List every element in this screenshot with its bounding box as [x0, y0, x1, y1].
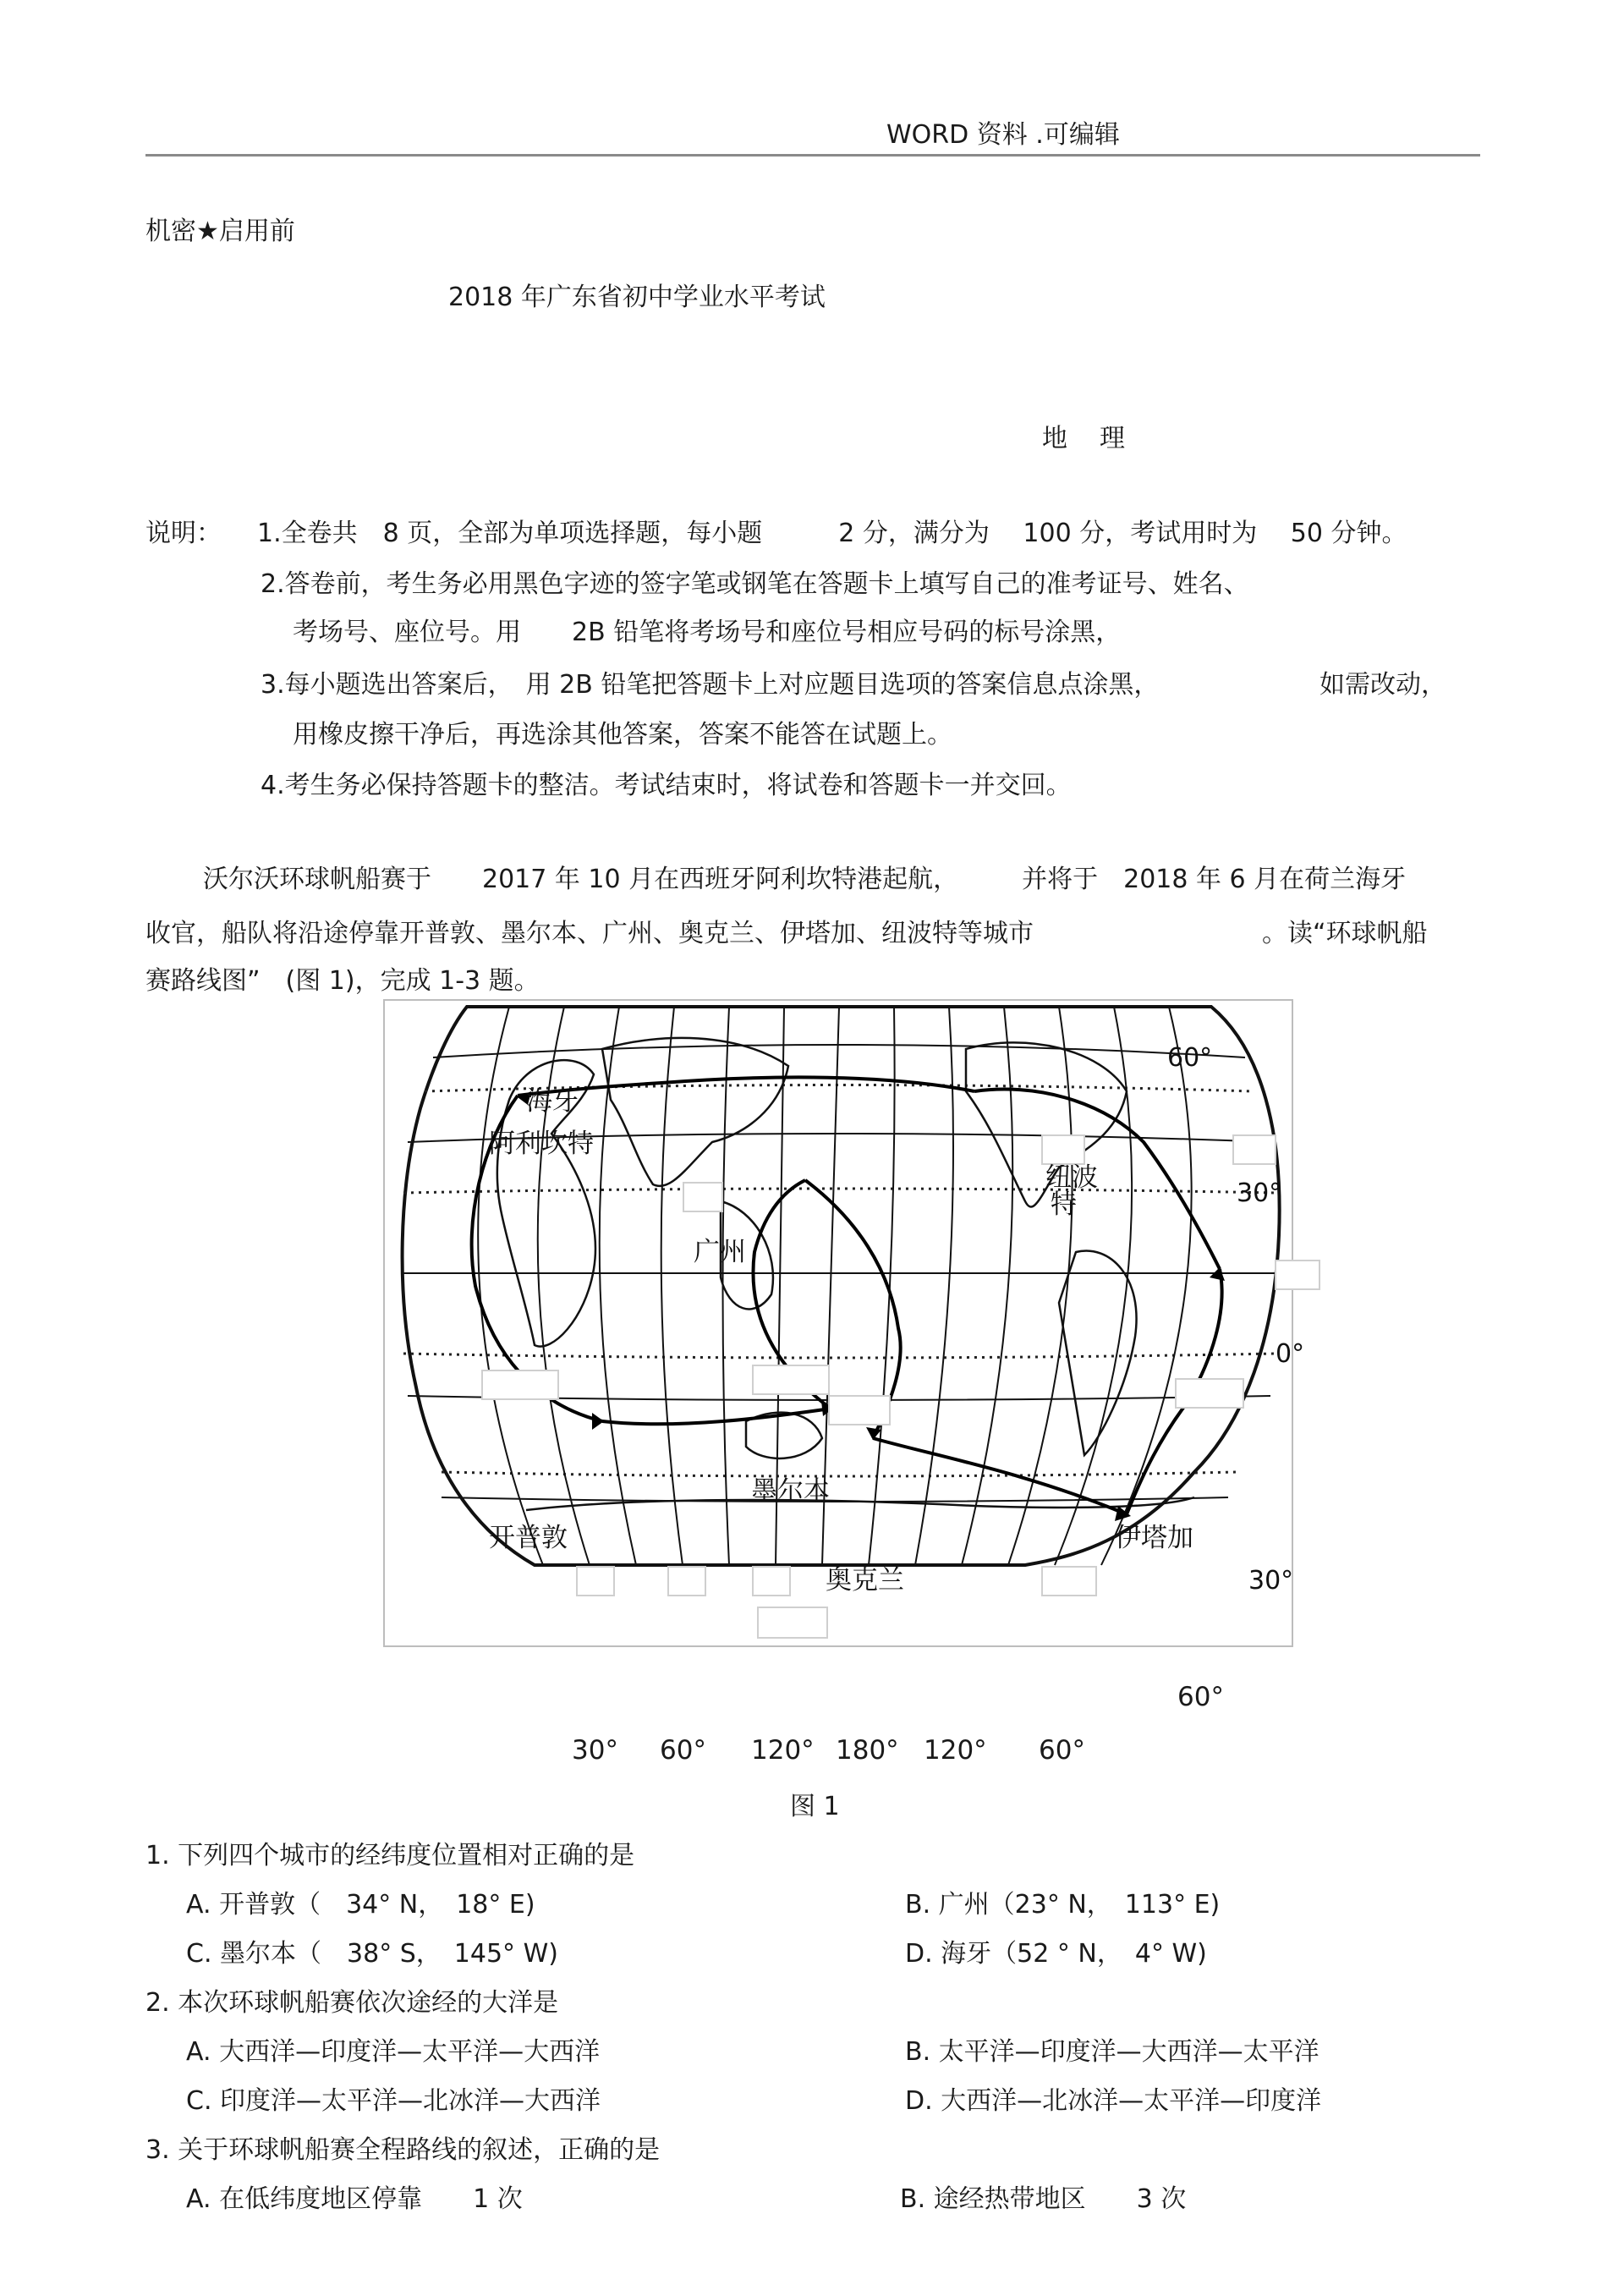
- instruction-line: 考场号、座位号。用 2B 铅笔将考场号和座位号相应号码的标号涂黑，: [293, 618, 1122, 647]
- world-route-map: [382, 998, 1305, 1648]
- answer-option[interactable]: B. 广州（23° N， 113° E): [905, 1890, 1221, 1920]
- lon-label: 120°: [751, 1735, 815, 1766]
- answer-option[interactable]: C. 墨尔本（ 38° S， 145° W): [186, 1939, 558, 1969]
- passage-line: 沃尔沃环球帆船赛于 2017 年 10 月在西班牙阿利坎特港起航， 并将于 2018 年 6 月在荷兰海牙: [203, 865, 1407, 894]
- passage-line: 。读“环球帆船: [1262, 919, 1428, 948]
- answer-option[interactable]: D. 海牙（52 ° N， 4° W): [905, 1939, 1207, 1969]
- instructions-label: 说明：: [145, 519, 222, 548]
- answer-option[interactable]: B. 太平洋—印度洋—大西洋—太平洋: [905, 2037, 1320, 2067]
- lat-label-equator: 0°: [1276, 1339, 1305, 1369]
- city-label-moerben: 墨尔本: [751, 1476, 830, 1507]
- lat-label-60s: 60°: [1177, 1682, 1224, 1712]
- header-text: WORD 资料 .可编辑: [886, 120, 1120, 150]
- city-label-alikante: 阿利坎特: [489, 1129, 594, 1159]
- question-stem: 1. 下列四个城市的经纬度位置相对正确的是: [145, 1841, 635, 1870]
- instruction-line: 3.每小题选出答案后， 用 2B 铅笔把答题卡上对应题目选项的答案信息点涂黑，: [261, 670, 1160, 700]
- lon-label: 180°: [836, 1735, 899, 1766]
- city-label-guangzhou: 广州: [694, 1237, 746, 1267]
- header-divider: [145, 154, 1480, 157]
- city-label-niubote: 纽波: [1045, 1162, 1098, 1193]
- instruction-line: 1.全卷共 8 页，全部为单项选择题，每小题 2 分，满分为 100 分，考试用时为 50 分钟。: [257, 519, 1407, 548]
- city-label-aokelan: 奥克兰: [826, 1565, 904, 1596]
- lat-label-30s: 30°: [1248, 1566, 1294, 1596]
- answer-option[interactable]: A. 在低纬度地区停靠 1 次: [186, 2184, 523, 2214]
- blank-label-boxes: [482, 1135, 1320, 1638]
- city-label-haiya: 海牙: [526, 1086, 579, 1117]
- answer-option[interactable]: B. 途经热带地区 3 次: [900, 2184, 1187, 2214]
- lon-label: 60°: [1039, 1735, 1085, 1766]
- city-label-kaipudun: 开普敦: [489, 1523, 568, 1553]
- instruction-line: 4.考生务必保持答题卡的整洁。考试结束时，将试卷和答题卡一并交回。: [261, 771, 1072, 800]
- question-stem: 3. 关于环球帆船赛全程路线的叙述，正确的是: [145, 2135, 661, 2165]
- lat-label-30n: 30°: [1237, 1178, 1282, 1208]
- subject-title: 地 理: [1042, 424, 1128, 453]
- answer-option[interactable]: A. 大西洋—印度洋—太平洋—大西洋: [186, 2037, 601, 2067]
- city-label-niubote-2: 特: [1051, 1189, 1077, 1220]
- lon-label: 120°: [924, 1735, 987, 1766]
- city-label-yitajia: 伊塔加: [1115, 1523, 1193, 1553]
- answer-option[interactable]: C. 印度洋—太平洋—北冰洋—大西洋: [186, 2086, 601, 2116]
- answer-option[interactable]: D. 大西洋—北冰洋—太平洋—印度洋: [905, 2086, 1322, 2116]
- instruction-line: 2.答卷前，考生务必用黑色字迹的签字笔或钢笔在答题卡上填写自己的准考证号、姓名、: [261, 569, 1249, 599]
- route-arrows: [518, 1091, 1225, 1521]
- exam-title: 2018 年广东省初中学业水平考试: [448, 283, 826, 312]
- figure-caption: 图 1: [790, 1792, 840, 1821]
- lon-label: 30°: [572, 1735, 618, 1766]
- confidential-label: 机密★启用前: [145, 217, 295, 246]
- question-stem: 2. 本次环球帆船赛依次途经的大洋是: [145, 1988, 559, 2018]
- lon-label: 60°: [660, 1735, 706, 1766]
- answer-option[interactable]: A. 开普敦（ 34° N， 18° E): [186, 1890, 535, 1920]
- instruction-line: 用橡皮擦干净后，再选涂其他答案，答案不能答在试题上。: [293, 720, 952, 750]
- passage-line: 收官，船队将沿途停靠开普敦、墨尔本、广州、奥克兰、伊塔加、纽波特等城市: [145, 919, 1034, 948]
- lat-label-60n: 60°: [1167, 1043, 1213, 1073]
- instruction-line: 如需改动，: [1320, 670, 1446, 700]
- passage-line: 赛路线图” (图 1)，完成 1-3 题。: [145, 966, 540, 996]
